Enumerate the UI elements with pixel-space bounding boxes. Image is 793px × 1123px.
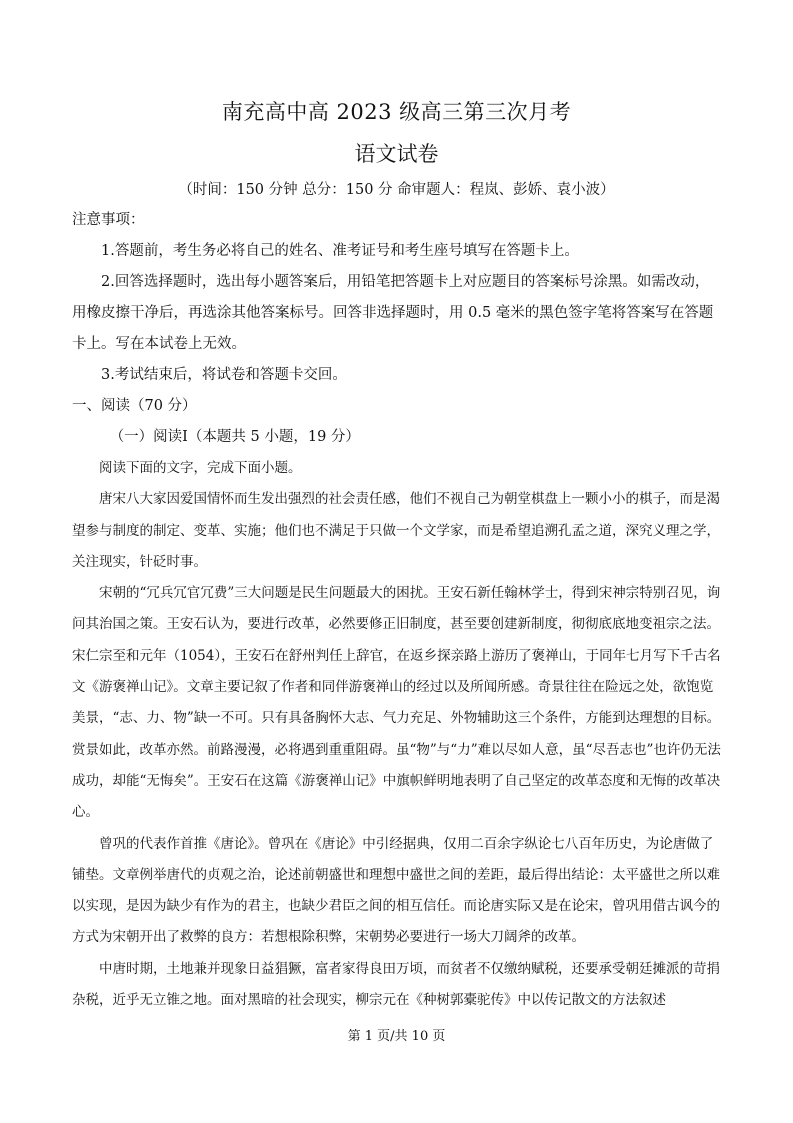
passage-paragraph-3: 曾巩的代表作首推《唐论》。曾巩在《唐论》中引经据典，仅用二百余字纵论七八百年历史，为论唐做了铺垫。文章例举唐代的贞观之治，论述前朝盛世和理想中盛世之间的差距，最后得出结论：太平盛世之所以难以实现，是因为缺少有作为的君主，也缺少君臣之间的相互信任。而论唐实际又是在论宋，曾巩用借古讽今的方式为宋朝开出了救弊的良方：若想根除积弊，宋朝势必要进行一场大刀阔斧的改革。 <box>72 835 720 946</box>
reading-instruction: 阅读下面的文字，完成下面小题。 <box>99 460 302 476</box>
notes-heading: 注意事项： <box>72 212 145 228</box>
note-item-2: 2.回答选择题时，选出每小题答案后，用铅笔把答题卡上对应题目的答案标号涂黑。如需改动，用橡皮擦干净后，再选涂其他答案标号。回答非选择题时，用 0.5 毫米的黑色签字笔将答案写在答题卡上。写在本试卷上无效。 <box>72 274 714 352</box>
exam-meta: （时间：150 分钟 总分：150 分 命审题人：程岚、彭娇、袁小波） <box>178 182 615 198</box>
note-item-3: 3.考试结束后，将试卷和答题卡交回。 <box>101 367 347 383</box>
exam-body <box>72 205 722 1016</box>
exam-title: 南充高中高 2023 级高三第三次月考 <box>221 100 572 124</box>
note-item-1: 1.答题前，考生务必将自己的姓名、准考证号和考生座号填写在答题卡上。 <box>101 243 579 259</box>
passage-paragraph-1: 唐宋八大家因爱国情怀而生发出强烈的社会责任感，他们不视自己为朝堂棋盘上一颗小小的棋子，而是渴望参与制度的制定、变革、实施；他们也不满足于只做一个文学家，而是希望追溯孔孟之道，深究义理之学，关注现实，针砭时事。 <box>72 491 720 570</box>
passage-paragraph-4: 中唐时期，土地兼并现象日益猖獗，富者家得良田万顷，而贫者不仅缴纳赋税，还要承受朝廷摊派的苛捐杂税，近乎无立锥之地。面对黑暗的社会现实，柳宗元在《种树郭橐驼传》中以传记散文的方法叙述 <box>72 960 720 1009</box>
exam-subject: 语文试卷 <box>354 142 439 166</box>
passage-paragraph-2: 宋朝的“冗兵冗官冗费”三大问题是民生问题最大的困扰。王安石新任翰林学士，得到宋神宗特别召见，询问其治国之策。王安石认为，要进行改革，必然要修正旧制度，甚至要创建新制度，彻彻底底地变祖宗之法。宋仁宗至和元年（1054），王安石在舒州判任上辞官，在返乡探亲路上游历了褒禅山，于同年七月写下千古名文《游褒禅山记》。文章主要记叙了作者和同伴游褒禅山的经过以及所闻所感。奇景往往在险远之处，欲饱览美景，“志、力、物”缺一不可。只有具备胸怀大志、气力充足、外物辅助这三个条件，方能到达理想的目标。赏景如此，改革亦然。前路漫漫，必将遇到重重阻碍。虽“物”与“力”难以尽如人意，虽“尽吾志也”也许仍无法成功，却能“无悔矣”。王安石在这篇《游褒禅山记》中旗帜鲜明地表明了自己坚定的改革态度和无悔的改革决心。 <box>72 585 721 821</box>
section-heading: 一、阅读（70 分） <box>72 398 197 414</box>
section-subheading: （一）阅读Ⅰ（本题共 5 小题，19 分） <box>109 429 360 445</box>
page-number: 第 1 页/共 10 页 <box>347 1029 446 1044</box>
reading-passage <box>72 453 722 1016</box>
